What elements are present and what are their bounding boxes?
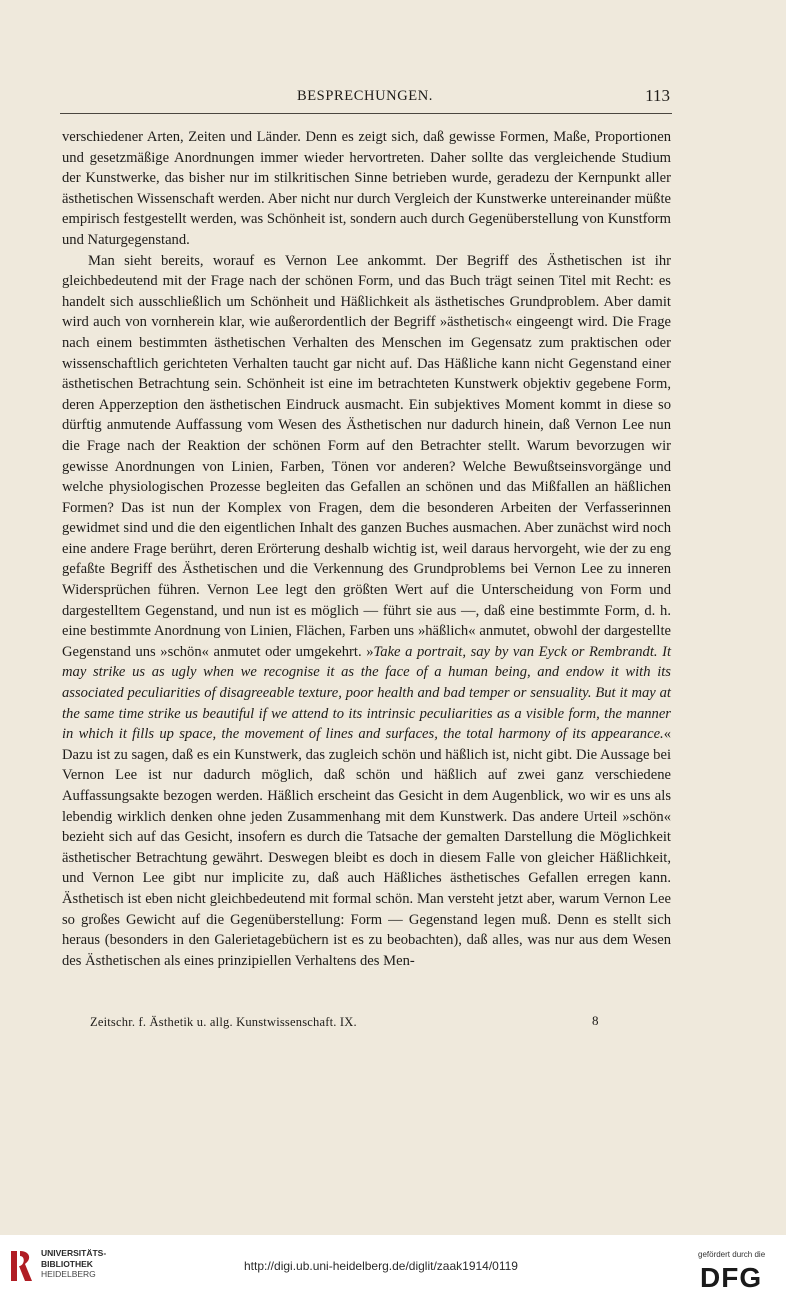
- library-banner: [0, 1235, 786, 1299]
- journal-footnote: Zeitschr. f. Ästhetik u. allg. Kunstwissenschaft. IX.: [90, 1015, 357, 1029]
- paragraph-text: « Dazu ist zu sagen, daß es ein Kunstwerk, das zugleich schön und häßlich ist, nicht gibt. Die Aussage bei Vernon Lee ist nur dadurch möglich, daß schön und häßlich auf zwei ganz verschiedene Auffassungsakte bezogen werden. Häßlich erscheint das Gesicht in dem Augenblick, wo wir es uns als lebendig wirklich denken ohne jeden Zusammenhang mit dem Kunstwerk. Das andere Urteil »schön« bezieht sich auf das Gesicht, insofern es durch die Tatsache der gemalten Darstellung die Möglichkeit ästhetischer Betrachtung gewährt. Deswegen bleibt es doch in diesem Falle von gleicher Häßlichkeit, und Vernon Lee gibt nur implicite zu, daß auch Häßliches ästhetisches Gefallen erregen kann. Ästhetisch ist eben nicht gleichbedeutend mit formal schön. Man versteht jetzt aber, warum Vernon Lee so großes Gewicht auf die Gegenüberstellung: Form — Gegenstand legen muß. Denn es stellt sich heraus (besonders in den Galerietagebüchern ist es zu beobachten), daß alles, was nur aus dem Wesen des Ästhetischen als eines prinzipiellen Verhaltens des Men-: [62, 726, 671, 969]
- university-name-line1: UNIVERSITÄTS-: [41, 1248, 107, 1258]
- paragraph: [62, 127, 671, 251]
- running-title: BESPRECHUNGEN.: [296, 88, 434, 104]
- university-logo-icon: [8, 1247, 34, 1285]
- body-text: [62, 127, 671, 971]
- sponsor-label: gefördert durch die: [698, 1250, 766, 1259]
- paragraph-text: Man sieht bereits, worauf es Vernon Lee ankommt. Der Begriff des Ästhetischen ist ihr gleichbedeutend mit der Frage nach der schönen Form, und das Buch trägt seinen Titel mit Recht: es handelt sich ausschließlich um Schönheit und Häßlichkeit als ästhetisches Grundproblem. Aber damit wird auch von vornherein klar, wie außerordentlich der Begriff »ästhetisch« eingeengt wird. Die Frage nach einem bestimmten ästhetischen Verhalten des Menschen im Gegensatz zum praktischen oder wissenschaftlich gerichteten Verhalten taucht gar nicht auf. Das Häßliche kann nicht Gegenstand einer ästhetischen Betrachtung sein. Schönheit ist eine im betrachteten Kunstwerk objektiv gegebene Form, deren Apperzeption den ästhetischen Eindruck ausmacht. Ein subjektives Moment kommt in diese so dürftig anmutende Auffassung vom Wesen des Ästhetischen nur dadurch hinein, daß Vernon Lee nun die Frage nach der Reaktion der schönen Form auf den Betrachter stellt. Warum bevorzugen wir gewisse Anordnungen von Linien, Farben, Tönen vor anderen? Welche Bewußtseinsvorgänge und welche physiologischen Prozesse begleiten das Gefallen an schönen und das Mißfallen an häßlichen Formen? Das ist nun der Komplex von Fragen, dem die besonderen Arbeiten der Verfasserinnen gewidmet sind und die den eigentlichen Inhalt des ganzen Buches ausmachen. Aber zunächst wird noch eine andere Frage berührt, deren Erörterung deshalb wichtig ist, weil daraus hervorgeht, wie der zu eng gefaßte Begriff des Ästhetischen und die Verkennung des Grundproblems bei Vernon Lee zu inneren Widersprüchen führen. Vernon Lee legt den größten Wert auf die Unterscheidung von Form und dargestelltem Gegenstand, und nun ist es möglich — führt sie aus —, daß eine bestimmte Form, d. h. eine bestimmte Anordnung von Linien, Flächen, Farben uns »häßlich« anmutet, obwohl der dargestellte Gegenstand uns »schön« anmutet oder umgekehrt. »: [62, 252, 671, 660]
- header-rule: [60, 113, 672, 114]
- page-number: 113: [645, 86, 670, 105]
- paragraph-text: verschiedener Arten, Zeiten und Länder. Denn es zeigt sich, daß gewisse Formen, Maße, Proportionen und gesetzmäßige Anordnungen immer wieder hervortreten. Daher sollte das vergleichende Studium der Kunstwerke, das bisher nur im stilkritischen Sinne betrieben wurde, geradezu der Kernpunkt aller ästhetischen Wissenschaft werden. Aber nicht nur durch Vergleich der Kunstwerke untereinander müßte empirisch festgestellt werden, was Schönheit ist, sondern auch durch Gegenüberstellung von Kunstform und Naturgegenstand.: [62, 129, 671, 248]
- permalink-url[interactable]: http://digi.ub.uni-heidelberg.de/diglit/zaak1914/0119: [244, 1259, 518, 1273]
- dfg-logo-icon: DFG: [700, 1262, 763, 1293]
- paragraph: [62, 251, 671, 972]
- university-city: HEIDELBERG: [41, 1269, 96, 1279]
- quoted-english-passage: Take a portrait, say by van Eyck or Rembrandt. It may strike us as ugly when we recognise it as the face of a human being, and endow it with its associated peculiarities of disagreeable texture, poor health and bad temper or sensuality. But it may at the same time strike us beautiful if we attend to its intrinsic peculiarities as a visible form, the manner in which it fills up space, the movement of lines and surfaces, the total harmony of its appearance.: [62, 643, 671, 743]
- university-name-line2: BIBLIOTHEK: [41, 1258, 93, 1269]
- university-name: [41, 1248, 106, 1280]
- sheet-signature: 8: [592, 1013, 599, 1028]
- running-header: [60, 88, 670, 110]
